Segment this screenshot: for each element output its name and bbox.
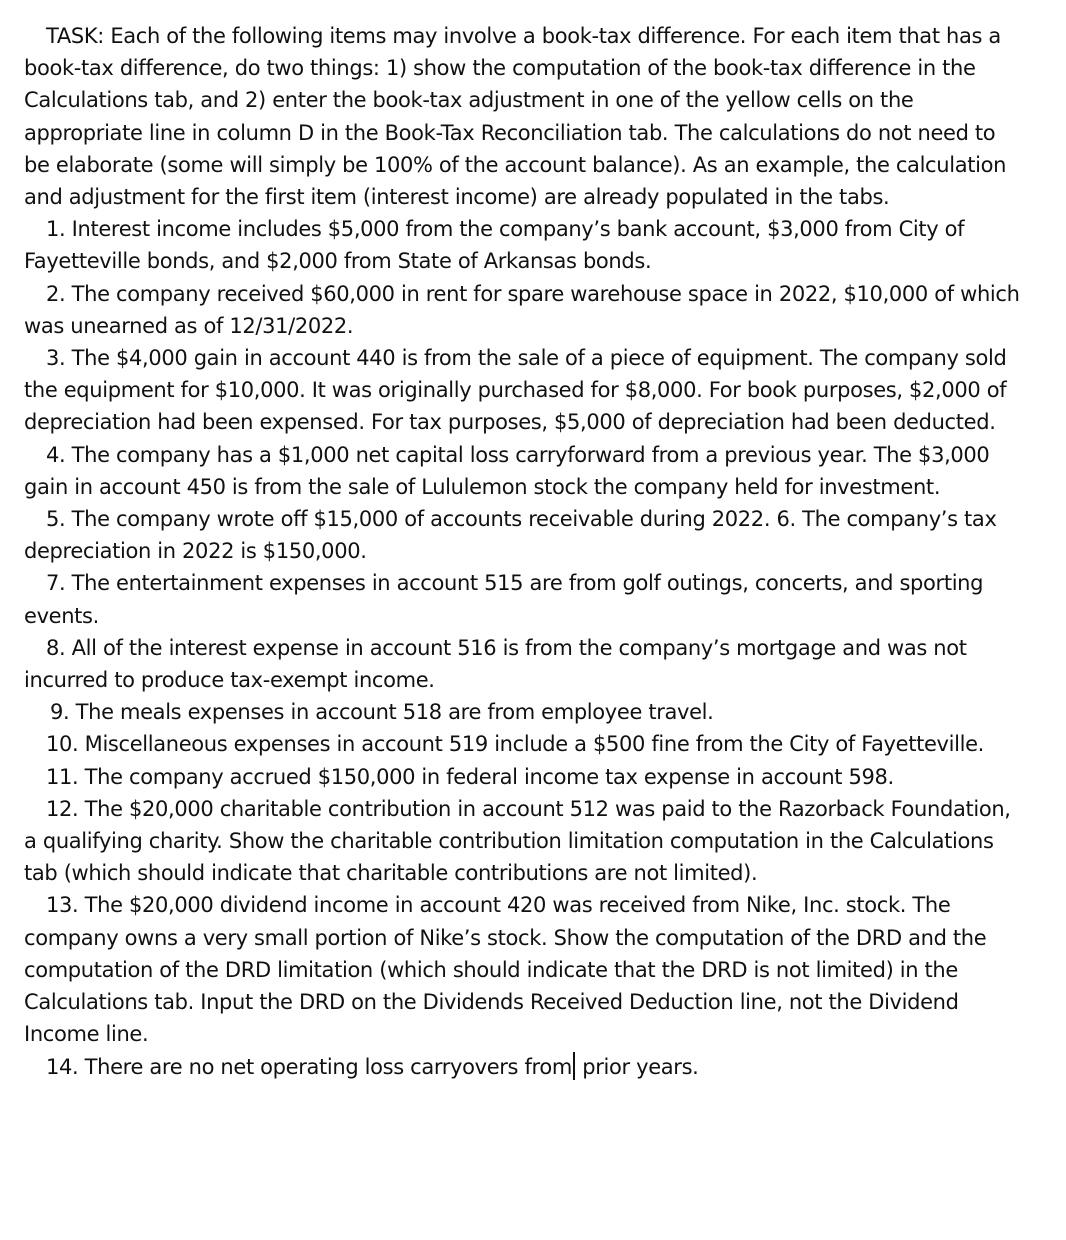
list-item-text-after-cursor: prior years.: [575, 1054, 699, 1079]
task-intro: TASK: Each of the following items may involve a book-tax difference. For each item that has a book-tax difference, do two things: 1) show the computation of the book-tax difference in the Calculations tab, and 2) enter the book-tax adjustment in one of the yellow cells on the appropriate line in column D in the Book-Tax Reconciliation tab. The calculations do not need to be elaborate (some will simply be 100% of the account balance). As an example, the calculation and adjustment for the first item (interest income) are already populated in the tabs.: [24, 24, 1007, 210]
list-item: 5. The company wrote off $15,000 of accounts receivable during 2022. 6. The company’s tax depreciation in 2022 is $150,000.: [24, 507, 997, 564]
list-item: 10. Miscellaneous expenses in account 519 include a $500 fine from the City of Fayetteville.: [46, 732, 984, 757]
list-item: 4. The company has a $1,000 net capital loss carryforward from a previous year. The $3,000 gain in account 450 is from the sale of Lululemon stock the company held for investment.: [24, 442, 990, 499]
list-item-text-before-cursor: 14. There are no net operating loss carryovers from: [46, 1054, 572, 1079]
list-item: 7. The entertainment expenses in account 515 are from golf outings, concerts, and sporting events.: [24, 571, 984, 628]
list-item: 8. All of the interest expense in account 516 is from the company’s mortgage and was not incurred to produce tax-exempt income.: [24, 635, 967, 693]
list-item: 11. The company accrued $150,000 in federal income tax expense in account 598.: [46, 764, 894, 789]
list-item: 1. Interest income includes $5,000 from the company’s bank account, $3,000 from City of Fayetteville bonds, and $2,000 from State of Arkansas bonds.: [24, 217, 965, 274]
list-item: 3. The $4,000 gain in account 440 is from the sale of a piece of equipment. The company sold the equipment for $10,000. It was originally purchased for $8,000. For book purposes, $2,000 of depreciation had been expensed. For tax purposes, $5,000 of depreciation had been deducted.: [24, 346, 1007, 435]
list-item: 12. The $20,000 charitable contribution in account 512 was paid to the Razorback Foundation, a qualifying charity. Show the charitable contribution limitation computation in the Calculations tab (which should indicate that charitable contributions are not limited).: [24, 796, 1011, 886]
task-document: [24, 20, 1024, 1083]
list-item: 13. The $20,000 dividend income in account 420 was received from Nike, Inc. stock. The company owns a very small portion of Nike’s stock. Show the computation of the DRD and the computation of the DRD limitation (which should indicate that the DRD is not limited) in the Calculations tab. Input the DRD on the Dividends Received Deduction line, not the Dividend Income line.: [24, 893, 987, 1047]
list-item: 2. The company received $60,000 in rent for spare warehouse space in 2022, $10,000 of which was unearned as of 12/31/2022.: [24, 281, 1020, 338]
list-item-last[interactable]: [24, 1051, 1024, 1083]
text-cursor: [573, 1052, 575, 1080]
list-item: 9. The meals expenses in account 518 are from employee travel.: [50, 700, 714, 725]
